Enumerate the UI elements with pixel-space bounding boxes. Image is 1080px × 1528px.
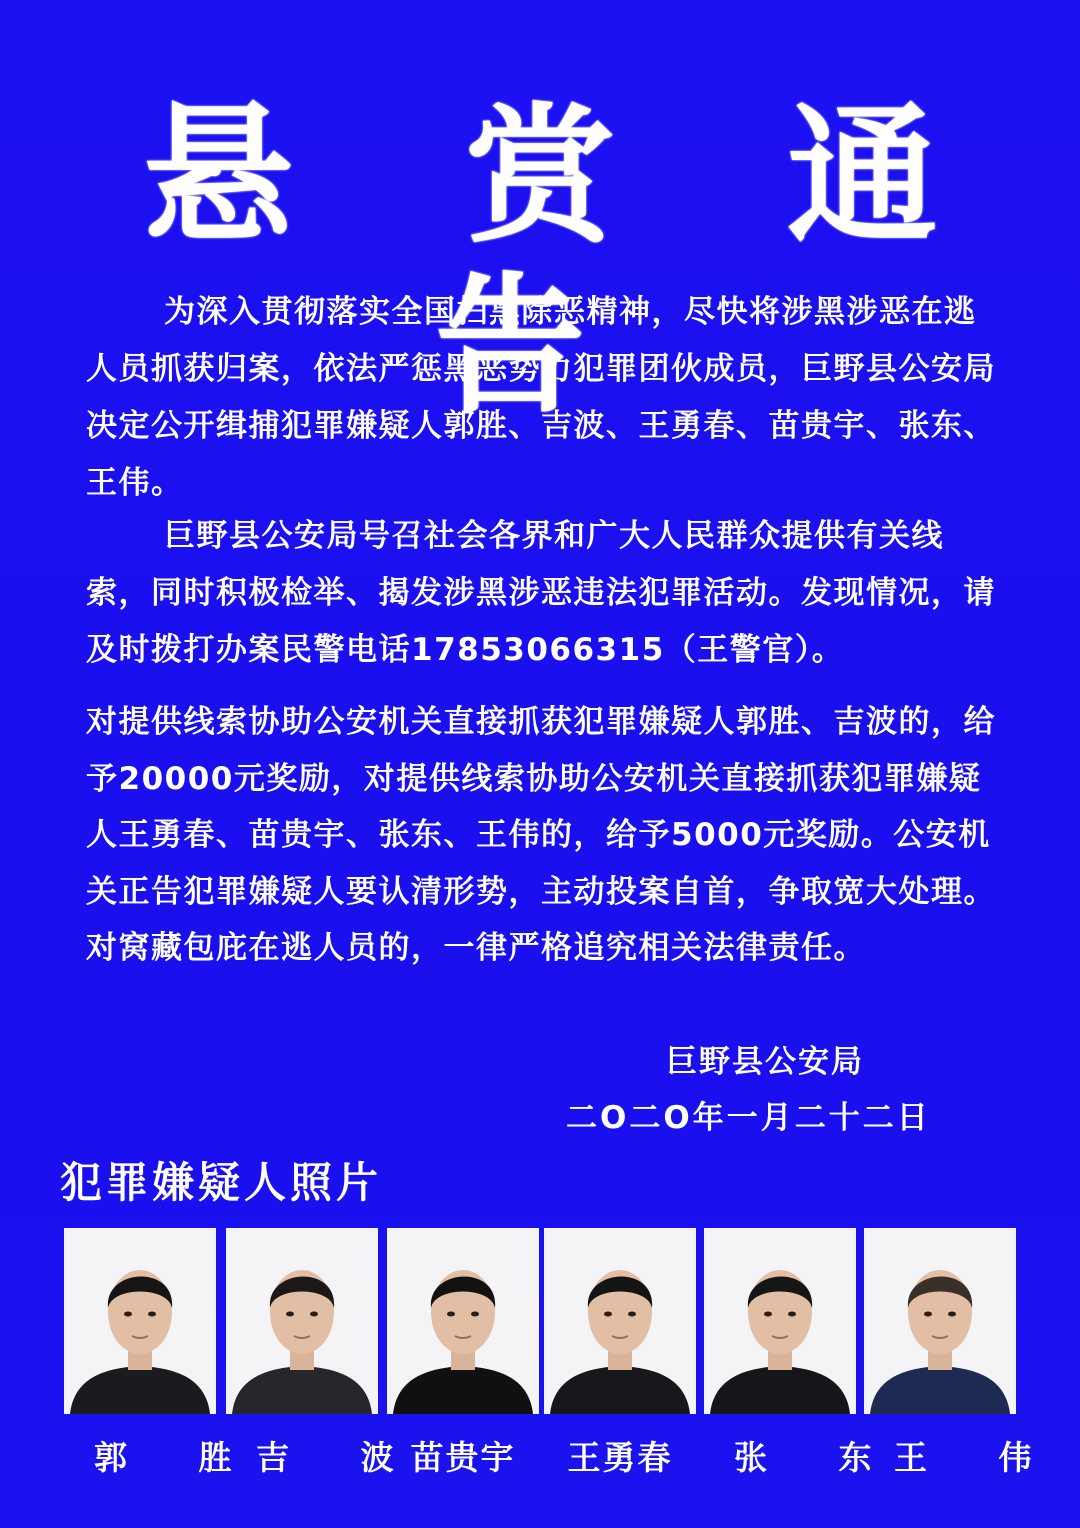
right-eye-shape xyxy=(628,1312,636,1317)
suspect-name: 王 伟 xyxy=(894,1438,1062,1477)
right-eye-shape xyxy=(948,1312,956,1317)
notice-paragraph-2: 巨野县公安局号召社会各界和广大人民群众提供有关线索，同时积极检举、揭发涉黑涉恶违法犯罪活动。发现情况，请及时拨打办案民警电话17853066315（王警官）。 xyxy=(86,518,996,668)
suspect-name: 吉 波 xyxy=(256,1438,424,1477)
suspect-card xyxy=(64,1228,262,1479)
portrait-silhouette xyxy=(387,1228,539,1414)
suspect-photo-row xyxy=(64,1228,1062,1477)
suspect-card xyxy=(226,1228,424,1479)
left-eye-shape xyxy=(764,1312,772,1317)
shirt-shape xyxy=(550,1366,690,1414)
shirt-shape xyxy=(232,1366,372,1414)
right-eye-shape xyxy=(310,1312,318,1317)
suspect-photo xyxy=(387,1228,539,1414)
suspect-photo xyxy=(544,1228,696,1414)
portrait-silhouette xyxy=(704,1228,856,1414)
suspect-card xyxy=(544,1228,696,1479)
portrait-silhouette xyxy=(864,1228,1016,1414)
suspect-card xyxy=(387,1228,539,1479)
notice-paragraph-1: 为深入贯彻落实全国扫黑除恶精神，尽快将涉黑涉恶在逃人员抓获归案，依法严惩黑恶势力犯罪团伙成员，巨野县公安局决定公开缉捕犯罪嫌疑人郭胜、吉波、王勇春、苗贵宇、张东、王伟。 xyxy=(86,294,996,501)
portrait-silhouette xyxy=(64,1228,216,1414)
shirt-shape xyxy=(393,1366,533,1414)
left-eye-shape xyxy=(286,1312,294,1317)
suspect-card xyxy=(864,1228,1062,1479)
suspect-photo xyxy=(864,1228,1016,1414)
left-eye-shape xyxy=(124,1312,132,1317)
shirt-shape xyxy=(70,1366,210,1414)
right-eye-shape xyxy=(471,1312,479,1317)
suspect-name: 王勇春 xyxy=(567,1438,673,1477)
left-eye-shape xyxy=(604,1312,612,1317)
suspect-photo xyxy=(704,1228,856,1414)
shirt-shape xyxy=(710,1366,850,1414)
suspect-name: 苗贵宇 xyxy=(410,1438,516,1477)
suspect-photo xyxy=(64,1228,216,1414)
suspect-photo xyxy=(226,1228,378,1414)
signature-date: 二O二O年一月二十二日 xyxy=(566,1100,931,1136)
right-eye-shape xyxy=(788,1312,796,1317)
suspect-name: 郭 胜 xyxy=(94,1438,262,1477)
shirt-shape xyxy=(870,1366,1010,1414)
suspect-card xyxy=(704,1228,902,1479)
left-eye-shape xyxy=(924,1312,932,1317)
notice-paragraph-3: 对提供线索协助公安机关直接抓获犯罪嫌疑人郭胜、吉波的，给予20000元奖励，对提供线索协助公安机关直接抓获犯罪嫌疑人王勇春、苗贵宇、张东、王伟的，给予5000元奖励。公安机关正告犯罪嫌疑人要认清形势，主动投案自首，争取宽大处理。对窝藏包庇在逃人员的，一律严格追究相关法律责任。 xyxy=(86,704,996,966)
notice-title: 悬 赏 通 告 xyxy=(142,90,998,434)
signature-organization: 巨野县公安局 xyxy=(666,1044,864,1080)
right-eye-shape xyxy=(148,1312,156,1317)
suspect-name: 张 东 xyxy=(734,1438,902,1477)
portrait-silhouette xyxy=(544,1228,696,1414)
left-eye-shape xyxy=(447,1312,455,1317)
portrait-silhouette xyxy=(226,1228,378,1414)
suspect-photos-heading: 犯罪嫌疑人照片 xyxy=(60,1158,383,1207)
